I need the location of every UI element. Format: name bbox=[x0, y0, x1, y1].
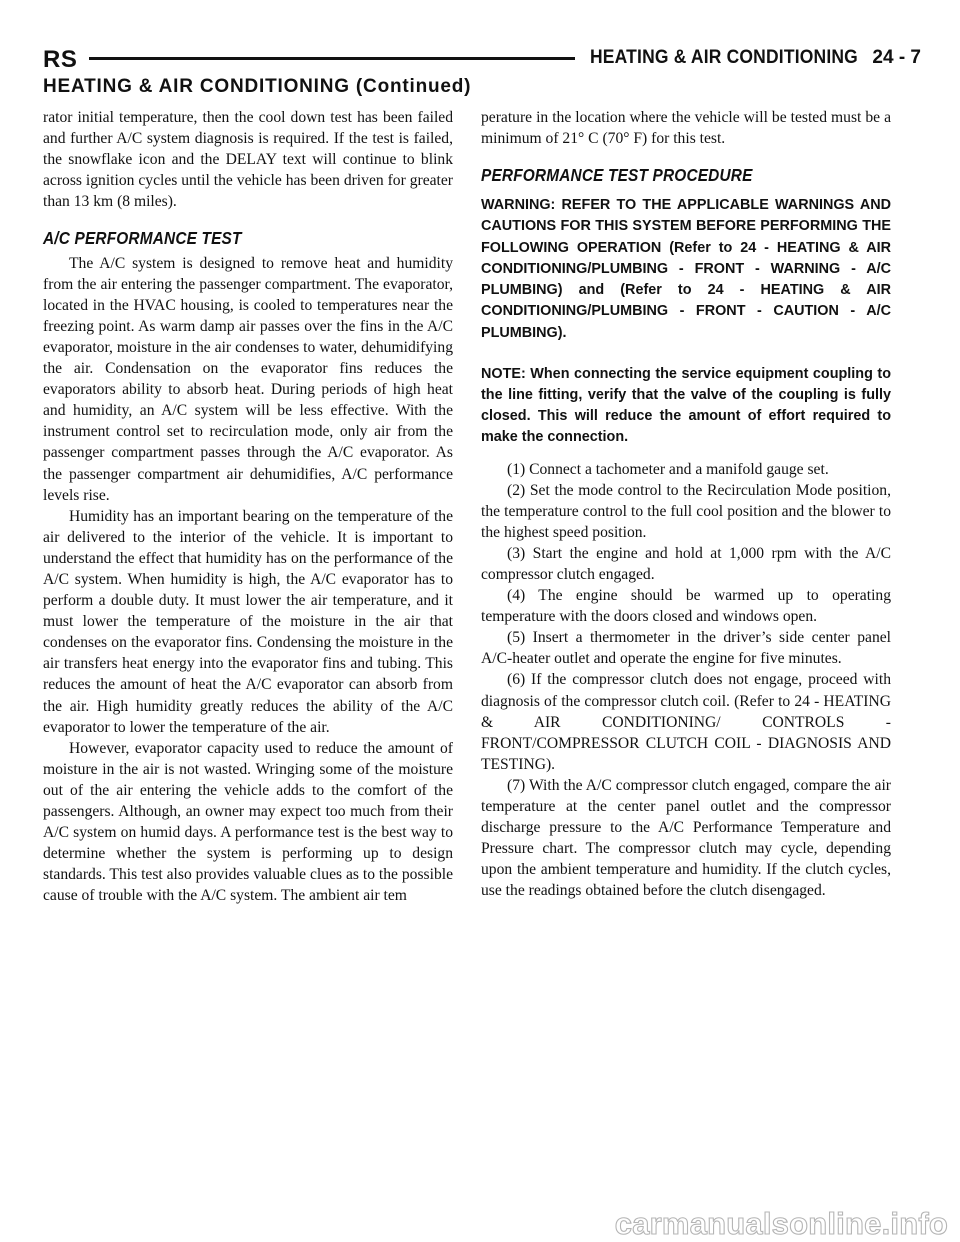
section-heading-performance-test: A/C PERFORMANCE TEST bbox=[43, 228, 242, 249]
procedure-step: (2) Set the mode control to the Recirculation Mode position, the temperature control to the full cool position and the blower to the highest speed position. bbox=[481, 481, 891, 541]
chapter-title: HEATING & AIR CONDITIONING bbox=[590, 47, 858, 68]
body-paragraph: The A/C system is designed to remove heat and humidity from the air entering the passenger compartment. The evaporator, located in the HVAC housing, is cooled to temperatures near the freezing point. As warm damp air passes over the fins in the A/C evaporator, moisture in the air condenses to water, dehumidifying the air. Condensation on the evaporator fins reduces the evaporators ability to absorb heat. During periods of high heat and humidity, an A/C system will be less effective. With the instrument control set to recirculation mode, only air from the passenger compartment passes through the A/C evaporator. As the passenger compartment air dehumidifies, A/C performance levels rise. bbox=[43, 254, 453, 504]
procedure-steps bbox=[481, 459, 891, 902]
warning-block: WARNING: REFER TO THE APPLICABLE WARNINGS AND CAUTIONS FOR THIS SYSTEM BEFORE PERFORMING THE FOLLOWING OPERATION (Refer to 24 - HEATING & AIR CONDITIONING/PLUMBING - FRONT - WARNING - A/C PLUMBING) and (Refer to 24 - HEATING & AIR CONDITIONING/PLUMBING - FRONT - CAUTION - A/C PLUMBING). bbox=[481, 197, 891, 341]
page-number: 24 - 7 bbox=[872, 47, 921, 68]
body-paragraph: However, evaporator capacity used to reduce the amount of moisture in the air is not wasted. Wringing some of the moisture out of the air entering the vehicle adds to the comfort of the passengers. Although, an owner may expect too much from their A/C system on humid days. A performance test is the best way to determine whether the system is performing up to design standards. This test also provides valuable clues as to the possible cause of trouble with the A/C system. The ambient air tem bbox=[43, 739, 453, 905]
watermark-text: carmanualsonline.info bbox=[614, 1206, 948, 1241]
procedure-step: (5) Insert a thermometer in the driver’s side center panel A/C-heater outlet and operate the engine for five minutes. bbox=[481, 629, 891, 668]
procedure-step: (4) The engine should be warmed up to operating temperature with the doors closed and windows open. bbox=[481, 587, 891, 626]
procedure-step: (7) With the A/C compressor clutch engaged, compare the air temperature at the center panel outlet and the compressor discharge pressure to the A/C Performance Temperature and Pressure chart. The compressor clutch may cycle, depending upon the ambient temperature and humidity. If the clutch cycles, use the readings obtained before the clutch disengaged. bbox=[481, 776, 891, 900]
procedure-step: (6) If the compressor clutch does not engage, proceed with diagnosis of the compressor clutch coil. (Refer to 24 - HEATING & AIR CONDITIONING/ CONTROLS - FRONT/COMPRESSOR CLUTCH COIL - DIAGNOSIS AND TESTING). bbox=[481, 671, 891, 773]
continued-heading: HEATING & AIR CONDITIONING (Continued) bbox=[43, 76, 472, 97]
continuation-paragraph: perature in the location where the vehicle will be tested must be a minimum of 21° C (70° F) for this test. bbox=[481, 109, 891, 148]
right-column bbox=[481, 107, 891, 901]
intro-paragraph: rator initial temperature, then the cool down test has been failed and further A/C system diagnosis is required. If the test is failed, the snowflake icon and the DELAY text will continue to blink across ignition cycles until the vehicle has been driven for greater than 13 km (8 miles). bbox=[43, 109, 453, 211]
section-heading-test-procedure: PERFORMANCE TEST PROCEDURE bbox=[481, 165, 753, 186]
body-paragraph: Humidity has an important bearing on the temperature of the air delivered to the interior of the vehicle. It is important to understand the effect that humidity has on the performance of the A/C system. When humidity is high, the A/C evaporator has to perform a double duty. It must lower the air temperature, and it must lower the temperature of the moisture in the air that condenses on the evaporator fins. Condensing the moisture in the air transfers heat energy into the evaporator fins and tubing. This reduces the amount of heat the A/C evaporator can absorb from the air. High humidity greatly reduces the ability of the A/C evaporator to lower the temperature of the air. bbox=[43, 507, 453, 736]
page-header bbox=[43, 40, 921, 80]
note-block: NOTE: When connecting the service equipment coupling to the line fitting, verify that the valve of the coupling is fully closed. This will reduce the amount of effort required to make the connection. bbox=[481, 365, 891, 446]
left-column bbox=[43, 107, 453, 906]
procedure-step: (3) Start the engine and hold at 1,000 rpm with the A/C compressor clutch engaged. bbox=[481, 544, 891, 583]
section-code: RS bbox=[43, 46, 78, 73]
procedure-step: (1) Connect a tachometer and a manifold gauge set. bbox=[507, 460, 829, 478]
header-rule bbox=[89, 57, 575, 60]
